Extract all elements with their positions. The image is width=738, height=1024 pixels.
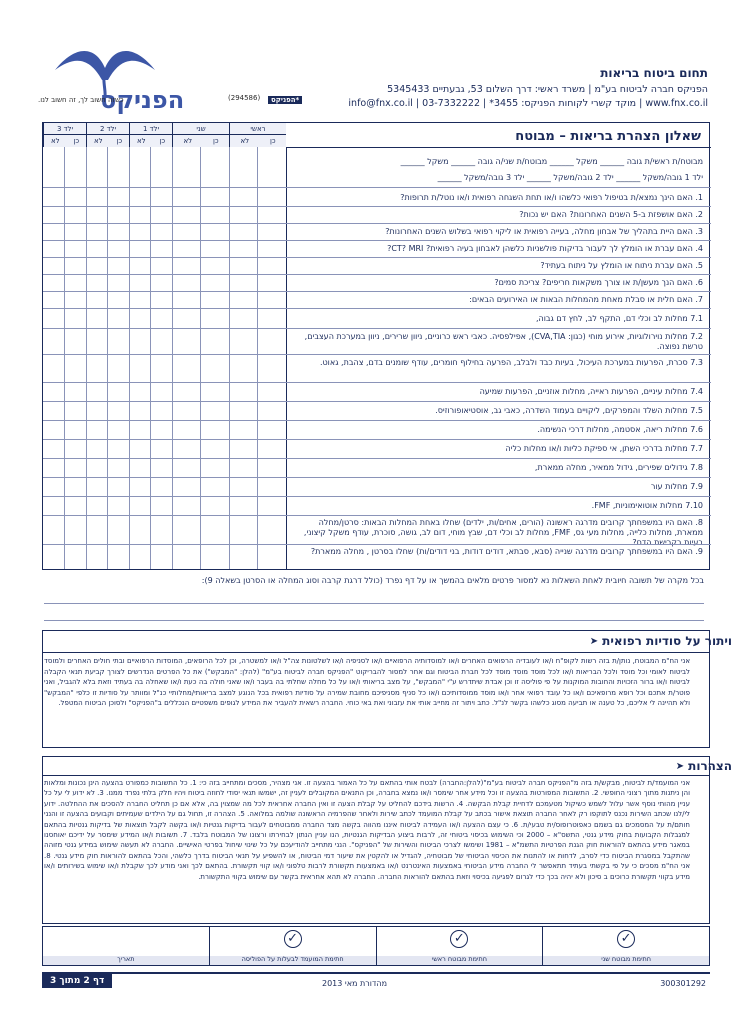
positive-answer-note: בכל מקרה של תשובה חיובית לאחת השאלות נא למסור פרטים מלאים בהמשך או על דף נפרד (כולל דרגת קרבה וסוג המחלה או הסרטן בשאלה 9): bbox=[201, 576, 704, 585]
paper-plane-icon: ➤ bbox=[675, 760, 685, 772]
question-7-6: 7.6 מחלות ריאה, אסטמה, מחלות דרכי הנשימה. bbox=[537, 425, 703, 434]
details-line-2[interactable] bbox=[44, 620, 704, 621]
question-1: 1. האם הינך נמצא/ת בטיפול רפואי כלשהו ו/או תחת השגחה רפואית ו/או נוטל/ת תרופות? bbox=[400, 193, 703, 202]
checkmark-icon: ✓ bbox=[450, 930, 468, 948]
height-weight-line-2[interactable]: ילד 1 גובה/משקל ______ ילד 2 גובה/משקל ______ ילד 3 גובה/משקל ______ bbox=[437, 173, 703, 182]
brand-strip: *הפניקס bbox=[268, 96, 302, 104]
question-7: 7. האם חלית או סבלת מאחת מהמחלות הבאות או האירועים הבאים: bbox=[469, 295, 703, 304]
question-7-1: 7.1 מחלות לב וכלי דם, התקף לב, לחץ דם גבוה, bbox=[535, 314, 703, 323]
policy-owner-signature[interactable]: ✓ חתימת המועמד לבעלות על הפוליסה bbox=[210, 927, 377, 965]
declarations-title: הצהרות ➤ bbox=[675, 759, 732, 773]
checkmark-icon: ✓ bbox=[617, 930, 635, 948]
question-4: 4. האם עברת או הומלץ לך לעבור בדיקות פולשניות כלשהן לאבחון בעיה רפואית? CT? MRI? bbox=[387, 244, 703, 253]
question-7-5: 7.5 מחלות השלד והמפרקים, ליקויים בעמוד השדרה, כאבי גב, אוסטיאופורוזיס. bbox=[435, 406, 703, 415]
question-7-7: 7.7 מחלות בדרכי השתן, אי ספיקת כליות ו/או מחלות כליה bbox=[505, 444, 703, 453]
company-address: הפניקס חברה לביטוח בע"מ | משרד ראשי: דרך השלום 53, גבעתיים 5345433 bbox=[387, 84, 708, 95]
height-weight-line-1[interactable]: מבוטח/ת ראשי/ת גובה ______ משקל ______ מבוטח/ת שני/ה גובה ______ משקל ______ bbox=[400, 157, 703, 166]
question-7-4: 7.4 מחלות עיניים, הפרעות ראייה, מחלות אוזניים, הפרעות שמיעה bbox=[479, 387, 703, 396]
phoenix-logo bbox=[40, 40, 185, 130]
signature-row bbox=[42, 926, 710, 966]
health-declaration-table bbox=[42, 122, 710, 570]
column-secondary: שני כן לא bbox=[172, 123, 229, 147]
question-7-2: 7.2 מחלות נוירולוגיות, אירוע מוחי (כגון: CVA,TIA), אפילפסיה. כאבי ראש כרוניים, ניוון שרירים, ניוון במערכת העצבים, טרשת נפוצה. bbox=[304, 332, 703, 351]
paper-plane-icon: ➤ bbox=[589, 635, 599, 647]
date-field[interactable]: תאריך bbox=[43, 927, 210, 965]
question-7-8: 7.8 גידולים שפירים, גידול ממאיר, מחלה ממארת, bbox=[534, 463, 703, 472]
waiver-title: ויתור על סודיות רפואית ➤ bbox=[589, 634, 732, 648]
slogan: כשזה חשוב לך, זה חשוב לנו. bbox=[38, 96, 124, 104]
company-contact: www.fnx.co.il | מוקד קשרי לקוחות הפניקס: 3455* | 03-7332222 | info@fnx.co.il bbox=[348, 98, 708, 109]
waiver-text: אני הח"מ המבוטח, נותן/ת בזה רשות לקופ"ח ו/או לעובדיה הרפואים האחרים ו/או למוסדותיה הרפואיים ו/או לסניפיה ו/או לשלטונות צה"ל ו/או למשטרה, וכן לכל הרופאים, המוסדות הרפואיים ובתי חולים האחרים ולמוסד לביטוח לאומי וכל מוסד ולכל הבריאות ו/או לכל מוסד מוסד מוסד לכל חברת הביטוח וגם אחר למסור להבריקוט "הפניקס חברה לביטוח בע"מ" (להלן: "המבקש") את כל הפרטים הנדרשים לצורך קביעת תנאי הקבלה לביטוח ו/או ברור הזכויות והחובות המוקנות על פי פוליסה זו וכן אבדת שיתדרש ע"י "המבקש", על מצב בריאותי ו/או על כל מחלה שחלתי בה בעבר ו/או שאני חולה בה כעת ו/או שאחלה בה בעתיד וזאת בלא להגביל, ואני פוטר/ת אתכם וכל רופא מרופאיכם ו/או כל עובד רפואי אחר ו/או מוסד ממוסדותיכם ו/או כל סניף מסניפיכם מחובת שמירה על סודיות רפואית בכל הנוגע למצב בריאותי/מחלותיי כנ"ל ומוותר על סודיות זו כלפי "המבקש" ולא תהיינה לי אליכם, כל טענה או תביעה מסוג כלשהו בקשר לנ"ל. כתב ויתור זה מחייב אותי את עזבוני ואת באי כוחי. החברה רשאית להעביר את המידע לגופים משפטיים הנכללים ב"הפניקס" ולסוכן הביטוח המטפל. bbox=[44, 657, 690, 708]
question-9: 9. האם היו במשפחתך קרובים מדרגה שנייה (סבא, סבתא, דודים דודות, בני דודים/ות) שחלו בסרטן , מחלה ממארת? bbox=[310, 547, 703, 556]
form-title: שאלון הצהרת בריאות – מבוטח bbox=[515, 129, 701, 144]
logo-wordmark: הפניקס bbox=[100, 86, 185, 114]
question-5: 5. האם עברת ניתוח או הומלץ על ניתוח בעתיד? bbox=[540, 261, 703, 270]
partner-code: (294586) bbox=[228, 94, 261, 102]
question-6: 6. האם הנך מעשן/ת או צורך משקאות חריפים? צריכת סמים? bbox=[494, 278, 703, 287]
question-7-3: 7.3 סכרת, הפרעות במערכת העיכול, בעיות כבד ולבלב, הפרעה בחילוף חומרים, עודף שומנים בדם, צהבת, גאוט. bbox=[319, 358, 703, 367]
declarations-text: אני המועמד/ת לביטוח, מבקש/ת בזה מ"הפניקס חברה לביטוח בע"מ"(להלן:החברה) לבטח אותי בהתאם על כל האמור בהצעה זו. אני מצהיר, מסכים ומתחייב בזה כי: 1. כל התשובות כמפורט בהצעה הינן נכונות ומלאות והן ניתנות מתוך רצוני החופשי. 2. התשובות המפורטות בהצעה זו וכל מידע אחר שימסר ו/או נמצא בחברה, וכן התנאים המקובלים לעניין זה, ישמשו תנאי יסודי לחוזה ביטוח ויהיו חלק בלתי נפרד ממנו. 3. לא ידוע לי על כל עניין מהותי נוסף אשר עלול לשמש כשיקול מטעמכם לדחיית קבלת הבקשה. 4. הרשות בידכם להחליט על קבלת הצעה זו ואין החברה אחראית לכל מה שמצוין בה, אלא אם כן תחליט החברה להסכים את ההחלטה. ידוע לי/לנו שכתב השירות נכנס לתוקפו רק לאחר החברה תוצאת אישור בכתב על קבלת המועמד לכתב שירות ולאחר שהפרמיה הראשונה שולמה במלואה. 5. הצהרה זו, תחול גם על הילדים שעמיתים וקבועים בהצעה זו והנני חותם/ת על המסמכים גם בשמם כאפוטרופוס/ית טבעי/ת. 6. כי עצם ההצעה ו/או העמידה לביטוח איננו מהווה בקשה מצד החברה ממבוטחים לעבור בדיקות גנטיות ו/או בקשה לקבל תוצאות של בדיקות גנטיות בהתאם למגבלות הקבועות בחוק מידע גנטי, התשס"א – 2000 וכי השימוש בכיסוי ביטוחי זה, לרבות ביצוע הבדיקות הגנטיות, הנו עניין הנתון לבחירתו ורצונו של המבוטח בלבד. 7. תשובות ו/או המידע שימסר על ידיכם יאוחסנו במאגר מידע בהתאם להוראות חוק הגנת הפרטיות התשמ"א – 1981 ושימשו לצרכי הביטוח והשירות של "הפניקס". הנני מתחייב להודיעכם על כל שינוי שיחול בפרטי האישיים. החברה לא תעשה שימוש במידע גנטי מזוהה שהתקבל במסגרת הביטוח כדי לסרב, לדחות או להתנות את הכיסוי הביטוחי של מבוטחיה, להגדיל או להקטין את שיעור דמי הביטוח, או להשפיע על תנאי הביטוח בדרך כלשהי, והכל בהתאם להוראות חוק מידע גנטי. 8. אני הח"מ מסכים כי על פי בקשתי בעתיד תתאפשר לי החברה מידע הביטוחי באמצעות האינטרנט ו/או באמצעות תקשורת לרבות טלפוני ו/או קווי תקשורת. בהתאם לכך ואני מודע לכך שקבלת ו/או שימוש בשירותים ו/או מידע בקווי תקשורת כרוכים ב סיכון ולא יהיה בכך כדי לגרום לפגיעה בכיסוי וזאת בהתאם להוראות החברה. החברה לא תהא אחראית בקשר עם שימוש בקווי התקשורת. bbox=[44, 779, 691, 881]
question-8: 8. האם היו במשפחתך קרובים מדרגה ראשונה (הורים, אחים/ות, ילדים) שחלו באחת המחלות הבאות: סרטן/מחלה ממארת, מחלות כלייה, מחלות מעי גס, FMF, מחלות לב וכלי דם, שבץ מוחי, דום לב, גושה, סוכרת, עודף משקל קיצוני, בעיות בקרישת הדם? bbox=[303, 518, 703, 547]
column-primary: ראשי כן לא bbox=[229, 123, 286, 147]
company-title: תחום ביטוח בריאות bbox=[600, 66, 708, 80]
question-3: 3. האם היית בתהליך של אבחון מחלה, בעייה רפואית או ליקוי רפואי בשלוש השנים האחרונות? bbox=[385, 227, 703, 236]
primary-insured-signature[interactable]: ✓ חתימת מבוטח ראשי bbox=[377, 927, 544, 965]
question-2: 2. האם אושפזת ב-5 השנים האחרונות? האם יש נכות? bbox=[519, 210, 703, 219]
column-child-3: ילד 3 כן לא bbox=[43, 123, 86, 147]
column-child-2: ילד 2 כן לא bbox=[86, 123, 129, 147]
checkmark-icon: ✓ bbox=[284, 930, 302, 948]
question-7-9: 7.9 מחלות עור bbox=[650, 482, 703, 491]
column-child-1: ילד 1 כן לא bbox=[129, 123, 172, 147]
edition: מהדורת מאי 2013 bbox=[322, 979, 387, 988]
details-line-1[interactable] bbox=[44, 603, 704, 604]
page-number: דף 2 מתוך 3 bbox=[42, 974, 112, 988]
secondary-insured-signature[interactable]: ✓ חתימת מבוטח שני bbox=[601, 931, 652, 963]
form-code: 300301292 bbox=[660, 979, 706, 988]
question-7-10: 7.10 מחלות אוטואימוניות, FMF. bbox=[591, 501, 703, 510]
